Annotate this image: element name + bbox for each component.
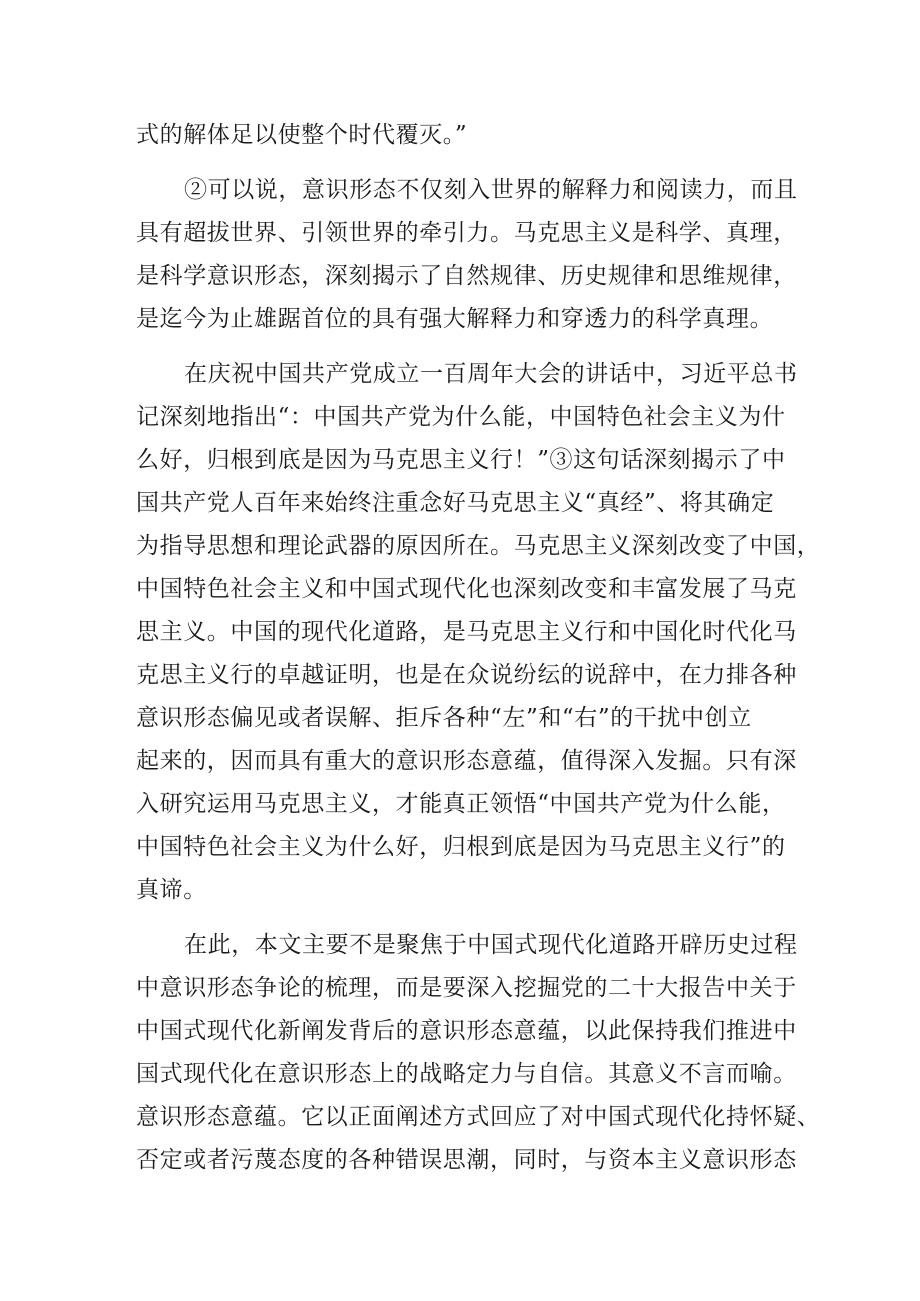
text-line: 在庆祝中国共产党成立一百周年大会的讲话中，习近平总书 (184, 361, 798, 387)
text-line: 中国式现代化新阐发背后的意识形态意蕴，以此保持我们推进中 (136, 1018, 797, 1044)
paragraph (136, 353, 821, 912)
paragraph-gap (136, 912, 796, 924)
text-line: 为指导思想和理论武器的原因所在。马克思主义深刻改变了中国， (136, 533, 821, 559)
text-line: 真谛。 (136, 877, 207, 903)
text-line: 中国特色社会主义为什么好，归根到底是因为马克思主义行”的 (136, 834, 786, 860)
text-line: 记深刻地指出“：中国共产党为什么能，中国特色社会主义为什 (136, 404, 786, 430)
text-line: 中意识形态争论的梳理，而是要深入挖掘党的二十大报告中关于 (136, 975, 797, 1001)
text-line: 是迄今为止雄踞首位的具有强大解释力和穿透力的科学真理。 (136, 306, 774, 332)
text-line: 意识形态偏见或者误解、拒斥各种“左”和“右”的干扰中创立 (136, 705, 752, 731)
text-line: 中国特色社会主义和中国式现代化也深刻改变和丰富发展了马克 (136, 576, 797, 602)
paragraph (136, 924, 821, 1182)
text-line: 国共产党人百年来始终注重念好马克思主义“真经”、将其确定 (136, 490, 775, 516)
text-line: 具有超拔世界、引领世界的牵引力。马克思主义是科学、真理， (136, 220, 797, 246)
text-line: 国式现代化在意识形态上的战略定力与自信。其意义不言而喻。 (136, 1061, 797, 1087)
paragraph (136, 114, 796, 157)
text-line: 否定或者污蔑态度的各种错误思潮，同时，与资本主义意识形态 (136, 1147, 797, 1173)
text-line: 式的解体足以使整个时代覆灭。” (136, 122, 468, 148)
text-line: 么好，归根到底是因为马克思主义行！”③这句话深刻揭示了中 (136, 447, 786, 473)
paragraph-gap (136, 157, 796, 169)
text-line: 起来的，因而具有重大的意识形态意蕴，值得深入发掘。只有深 (136, 748, 797, 774)
text-line: 思主义。中国的现代化道路，是马克思主义行和中国化时代化马 (136, 619, 797, 645)
paragraph-gap (136, 341, 796, 353)
paragraph (136, 169, 796, 341)
text-line: 意识形态意蕴。它以正面阐述方式回应了对中国式现代化持怀疑、 (136, 1104, 821, 1130)
text-line: 入研究运用马克思主义，才能真正领悟“中国共产党为什么能， (136, 791, 786, 817)
body-text (136, 114, 821, 1182)
text-line: ②可以说，意识形态不仅刻入世界的解释力和阅读力，而且 (184, 177, 798, 203)
text-line: 是科学意识形态，深刻揭示了自然规律、历史规律和思维规律， (136, 263, 797, 289)
text-line: 在此，本文主要不是聚焦于中国式现代化道路开辟历史过程 (184, 932, 798, 958)
text-line: 克思主义行的卓越证明，也是在众说纷纭的说辞中，在力排各种 (136, 662, 797, 688)
